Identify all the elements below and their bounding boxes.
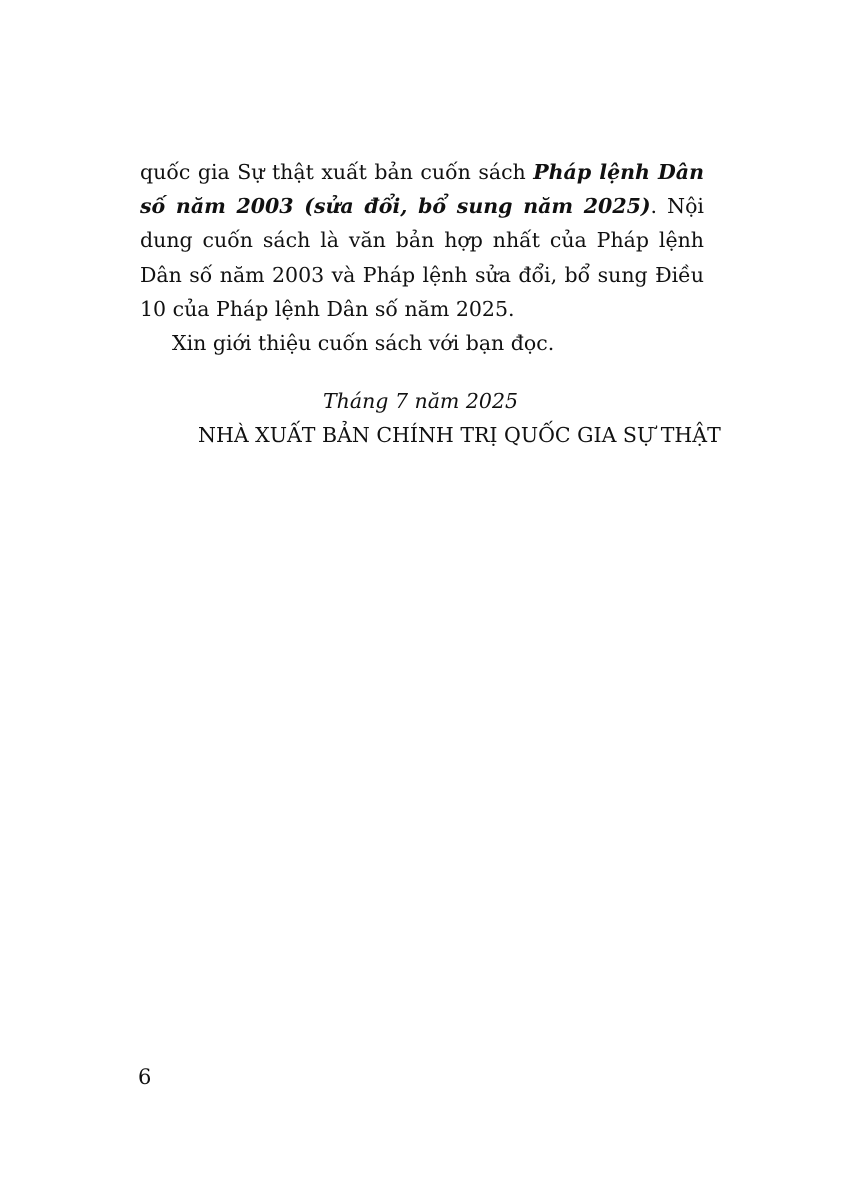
paragraph-tail-text: . Nội dung cuốn sách là văn bản hợp nhất của Pháp lệnh Dân số năm 2003 và Pháp lệnh sửa đổi, bổ sung Điều 10 của Pháp lệnh Dân số năm 2025. <box>140 194 704 321</box>
signature-date: Tháng 7 năm 2025 <box>323 389 519 413</box>
intro-paragraph <box>140 155 704 326</box>
signature-block <box>140 384 721 452</box>
publisher-name: NHÀ XUẤT BẢN CHÍNH TRỊ QUỐC GIA SỰ THẬT <box>198 423 721 448</box>
paragraph-lead-text: quốc gia Sự thật xuất bản cuốn sách <box>140 160 534 184</box>
introduction-text <box>140 155 704 360</box>
book-title: Pháp lệnh Dân số năm 2003 (sửa đổi, bổ sung năm 2025) <box>140 160 704 219</box>
closing-paragraph: Xin giới thiệu cuốn sách với bạn đọc. <box>172 331 555 356</box>
page-number: 6 <box>138 1065 152 1089</box>
